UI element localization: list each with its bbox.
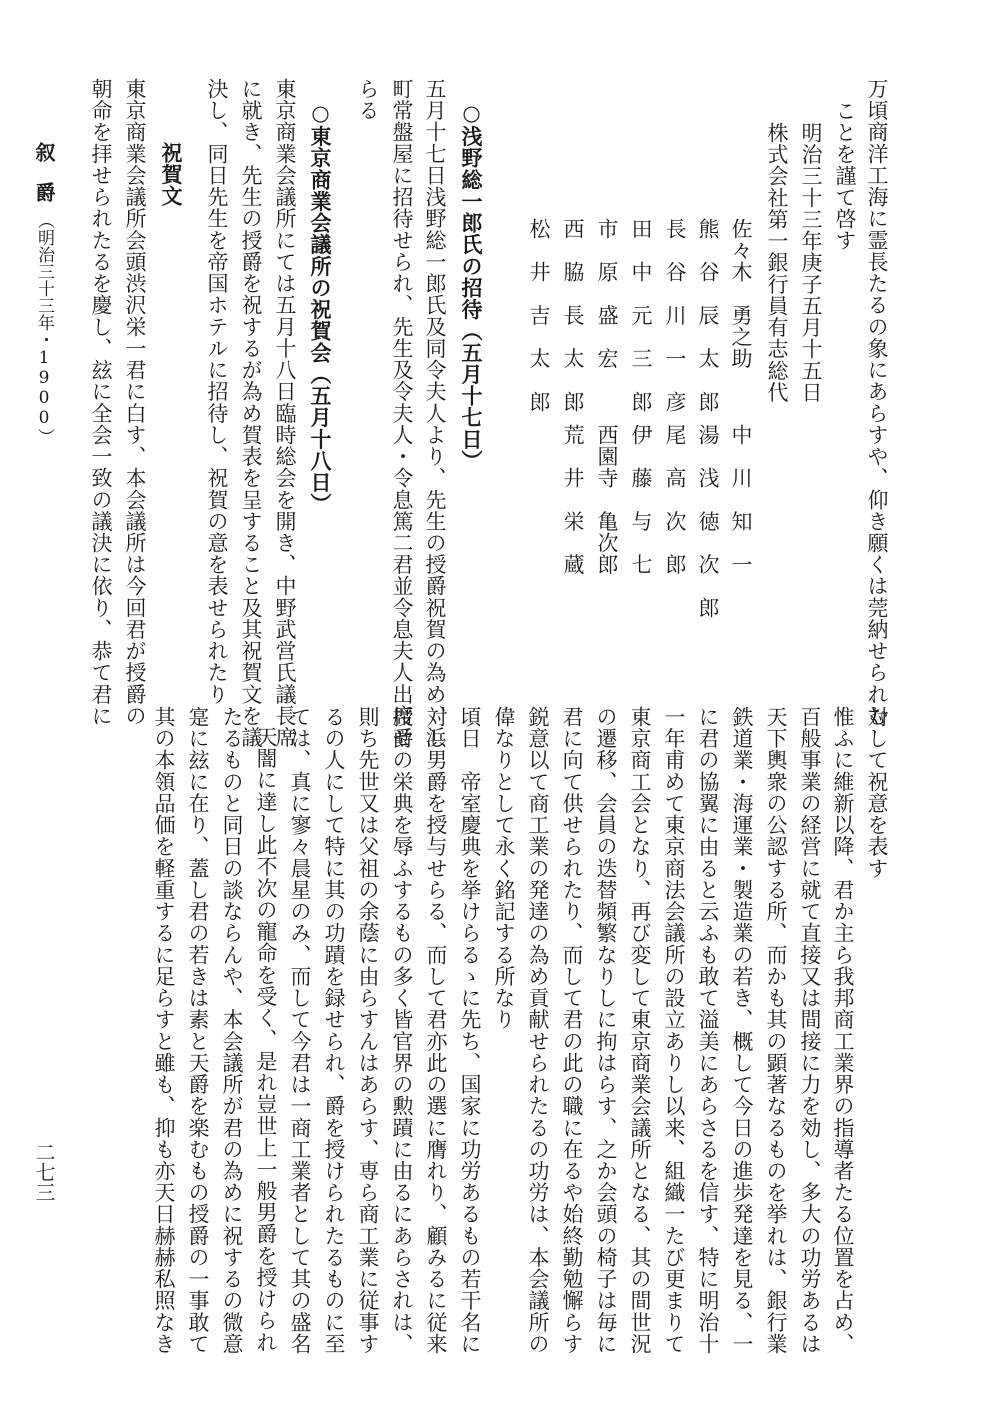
- name-b-4: 伊 藤 与 七: [629, 424, 653, 576]
- lower-line-14: 対し男爵を授与せらる、而して君亦此の選に膺れり、顧みるに従来: [424, 706, 448, 1355]
- shukuga-line-1: 東京商業会議所会頭渋沢栄一君に白す、本会議所は今回君が授爵の: [123, 78, 147, 727]
- name-a-7: 松 井 吉 太 郎: [527, 218, 551, 413]
- asano-heading: ○浅野総一郎氏の招待（五月十七日）: [459, 100, 484, 472]
- upper-line-4: 株式会社第一銀行員有志総代: [765, 122, 789, 404]
- lower-line-1: 対して祝意を表す: [865, 706, 889, 879]
- name-b-5: 西園寺 亀次郎: [595, 424, 619, 576]
- running-head: 叙 爵: [32, 142, 56, 202]
- name-b-6: 荒 井 栄 蔵: [561, 424, 585, 576]
- name-a-4: 田 中 元 三 郎: [629, 218, 653, 413]
- asano-body-2: 町常盤屋に招待せられ、先生及令夫人・令息篤二君並令息夫人出席せ: [390, 78, 414, 749]
- lower-line-17: るの人にして特に其の功蹟を録せられ、爵を授けられたるものに至: [322, 706, 346, 1355]
- name-a-1: 佐々木 勇之助: [729, 218, 753, 370]
- lower-line-16: 則ち先世又は父祖の余蔭に由らすんはあらす、専ら商工業に従事す: [356, 706, 380, 1355]
- tokyo-heading: ○東京商業会議所の祝賀会（五月十八日）: [308, 100, 333, 515]
- shukuga-title: 祝賀文: [159, 142, 184, 207]
- page-number: 二七三: [32, 1142, 56, 1202]
- lower-line-13: 頃日 帝室慶典を挙けらるゝに先ち、国家に功労あるもの若干名に: [458, 706, 482, 1355]
- asano-body-1: 五月十七日浅野総一郎氏及同令夫人より、先生の授爵祝賀の為め、浜: [423, 78, 447, 749]
- lower-line-11: 鋭意以て商工業の発達の為め貢献せられたるの功労は、本会議所の: [526, 706, 550, 1355]
- name-b-2: 湯 浅 徳 次 郎: [696, 424, 720, 619]
- name-a-3: 長 谷 川 一 彦: [663, 218, 687, 413]
- lower-line-7: 一年甫めて東京商法会議所の設立ありし以来、組織一たび更まりて: [662, 706, 686, 1355]
- shukuga-line-2: 朝命を拝せられたるを慶し、玆に全会一致の議決に依り、恭て君に: [89, 78, 113, 727]
- lower-line-6: に君の協翼に由ると云ふも敢て溢美にあらさるを信す、特に明治十: [696, 706, 720, 1355]
- lower-line-15: 授爵の栄典を辱ふするもの多く皆官界の勲蹟に由るにあらされは、: [390, 706, 414, 1355]
- asano-body-3: らる: [356, 78, 380, 122]
- name-b-1: 中 川 知 一: [729, 424, 753, 576]
- name-a-6: 西 脇 長 太 郎: [561, 218, 585, 413]
- lower-line-2: 惟ふに維新以降、君か主ら我邦商工業界の指導者たる位置を占め、: [831, 706, 855, 1355]
- lower-line-21: 寔に玆に在り、蓋し君の若きは素と天爵を楽むもの授爵の一事敢て: [186, 706, 210, 1355]
- lower-line-20: たるものと同日の談ならんや、本会議所が君の為めに祝するの微意: [220, 706, 244, 1355]
- name-b-3: 尾 高 次 郎: [663, 424, 687, 576]
- tokyo-body-2: に就き、先生の授爵を祝するが為め賀表を呈すること及其祝賀文を議: [239, 78, 263, 749]
- lower-line-12: 偉なりとして永く銘記する所なり: [492, 706, 516, 1031]
- lower-line-18: ては、真に寥々晨星のみ、而して今君は一商工業者として其の盛名: [288, 706, 312, 1355]
- lower-line-10: 君に向て供せられたり、而して君の此の職に在るや始終勤勉懈らす: [560, 706, 584, 1355]
- tokyo-body-3: 決し、同日先生を帝国ホテルに招待し、祝賀の意を表せられたり: [205, 78, 229, 705]
- upper-line-2: ことを謹て啓す: [833, 100, 857, 252]
- lower-line-22: 其の本領品価を軽重するに足らすと雖も、抑も亦天日赫赫私照なき: [152, 706, 176, 1355]
- lower-line-8: 東京商工会となり、再び変して東京商業会議所となる、其の間世況: [628, 706, 652, 1355]
- upper-line-3: 明治三十三年庚子五月十五日: [799, 122, 823, 404]
- running-head-era: （明治三十三年・1900）: [34, 212, 54, 445]
- lower-line-4: 天下輿衆の公認する所、而かも其の顕著なるものを挙れは、銀行業: [764, 706, 788, 1355]
- lower-line-19: 天闇に達し此不次の寵命を受く、是れ豈世上一般男爵を授けられ: [254, 726, 278, 1353]
- upper-line-1: 万頃商洋工海に霊長たるの象にあらすや、仰き願くは莞納せられむ: [865, 78, 889, 727]
- name-a-5: 市 原 盛 宏: [595, 218, 619, 370]
- name-a-2: 熊 谷 辰 太 郎: [696, 218, 720, 413]
- lower-line-9: の遷移、会員の迭替頻繁なりしに拘はらす、之か会頭の椅子は毎に: [594, 706, 618, 1355]
- lower-line-5: 鉄道業・海運業・製造業の若き、概して今日の進歩発達を見る、一: [730, 706, 754, 1355]
- lower-line-3: 百般事業の経営に就て直接又は間接に力を効し、多大の功労あるは: [798, 706, 822, 1355]
- tokyo-body-1: 東京商業会議所にては五月十八日臨時総会を開き、中野武営氏議長席: [273, 78, 297, 749]
